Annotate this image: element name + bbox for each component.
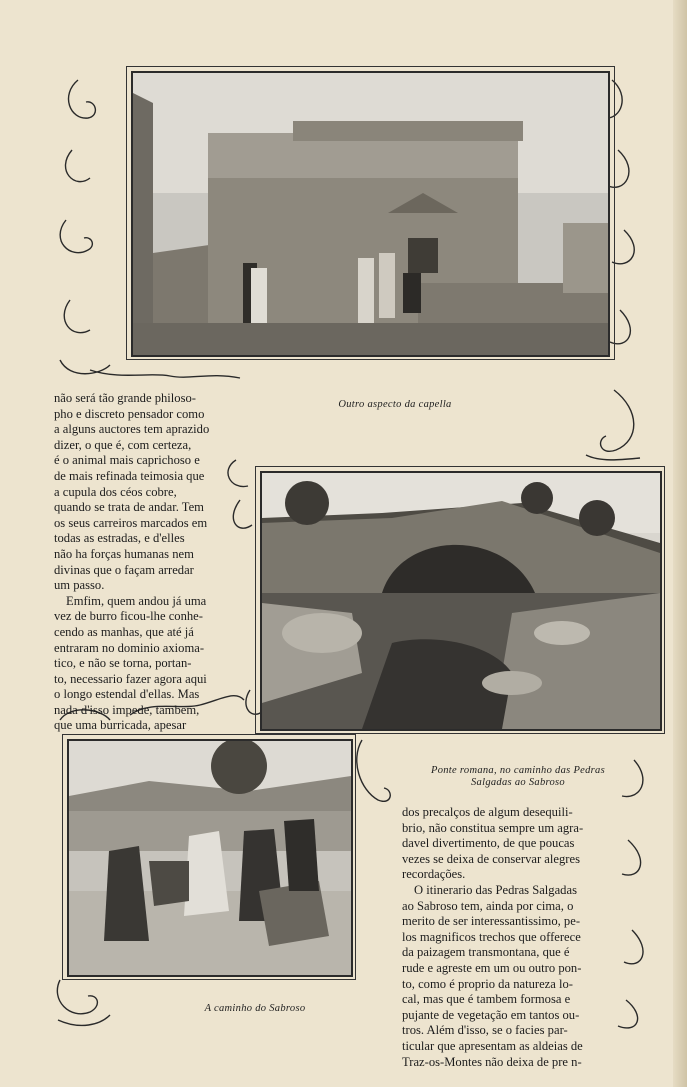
text-line: cal, mas que é tambem formosa e: [402, 992, 571, 1007]
text-line: tros. Além d'isso, se o facies par-: [402, 1023, 568, 1038]
text-line: vezes se deixa de conservar alegres: [402, 851, 580, 866]
text-line: não ha forças humanas nem: [54, 546, 194, 561]
text-line: los magnificos trechos que offerece: [402, 929, 581, 944]
middle-caption-line1: Ponte romana, no caminho das Pedras: [430, 765, 605, 776]
middle-photo-caption: [398, 765, 638, 789]
text-line: tico, e não se torna, portan-: [54, 656, 192, 671]
text-line: nada d'isso impede, tambem,: [54, 702, 200, 717]
text-line: quando se trata de andar. Tem: [54, 500, 204, 515]
chapel-photo: [131, 71, 610, 357]
text-line: o longo estendal d'ellas. Mas: [54, 687, 200, 702]
text-line: a alguns auctores tem aprazido: [54, 422, 210, 437]
middle-caption-line2: Salgadas ao Sabroso: [471, 777, 565, 788]
text-line: davel divertimento, de que poucas: [402, 836, 575, 851]
text-line: de mais refinada teimosia que: [54, 468, 205, 483]
text-line: ticular que apresentam as aldeias de: [402, 1038, 583, 1053]
text-line: os seus carreiros marcados em: [54, 515, 208, 530]
text-line: todas as estradas, e d'elles: [54, 531, 185, 546]
text-line: dos precalços de algum desequili-: [402, 805, 573, 819]
left-text-column: [54, 391, 250, 734]
text-line: Traz-os-Montes não deixa de pre n-: [402, 1054, 582, 1069]
text-line: to, como é proprio da natureza lo-: [402, 976, 573, 991]
text-line: O itinerario das Pedras Salgadas: [414, 882, 577, 897]
text-line: dizer, o que é, com certeza,: [54, 437, 192, 452]
text-line: um passo.: [54, 578, 105, 593]
bottom-photo-caption: A caminho do Sabroso: [204, 1003, 306, 1014]
roman-bridge-photo: [260, 471, 662, 731]
top-photo-caption: Outro aspecto da capella: [338, 399, 452, 410]
text-line: brio, não constitua sempre um agra-: [402, 820, 584, 835]
text-line: merito de ser interessantissimo, pe-: [402, 914, 581, 929]
donkey-ride-photo: [67, 739, 353, 977]
text-line: rude e agreste em um ou outro pon-: [402, 960, 582, 975]
text-line: é o animal mais caprichoso e: [54, 453, 200, 468]
text-line: pho e discreto pensador como: [54, 406, 205, 421]
text-line: vez de burro ficou-lhe conhe-: [54, 609, 203, 624]
right-text-column: [402, 805, 624, 1070]
text-line: a cupula dos céos cobre,: [54, 484, 177, 499]
text-line: pujante de vegetação em tantos ou-: [402, 1007, 580, 1022]
text-line: ao Sabroso tem, ainda por cima, o: [402, 898, 574, 913]
text-line: divinas que o façam arredar: [54, 562, 194, 577]
text-line: recordações.: [402, 867, 466, 882]
text-line: Emfim, quem andou já uma: [66, 593, 207, 608]
text-line: entraram no dominio axioma-: [54, 640, 205, 655]
text-line: da paizagem transmontana, que é: [402, 945, 570, 960]
text-line: to, necessario fazer agora aqui: [54, 671, 207, 686]
text-line: cendo as manhas, que até já: [54, 624, 194, 639]
text-line: que uma burricada, apesar: [54, 718, 187, 733]
text-line: não será tão grande philoso-: [54, 391, 196, 405]
